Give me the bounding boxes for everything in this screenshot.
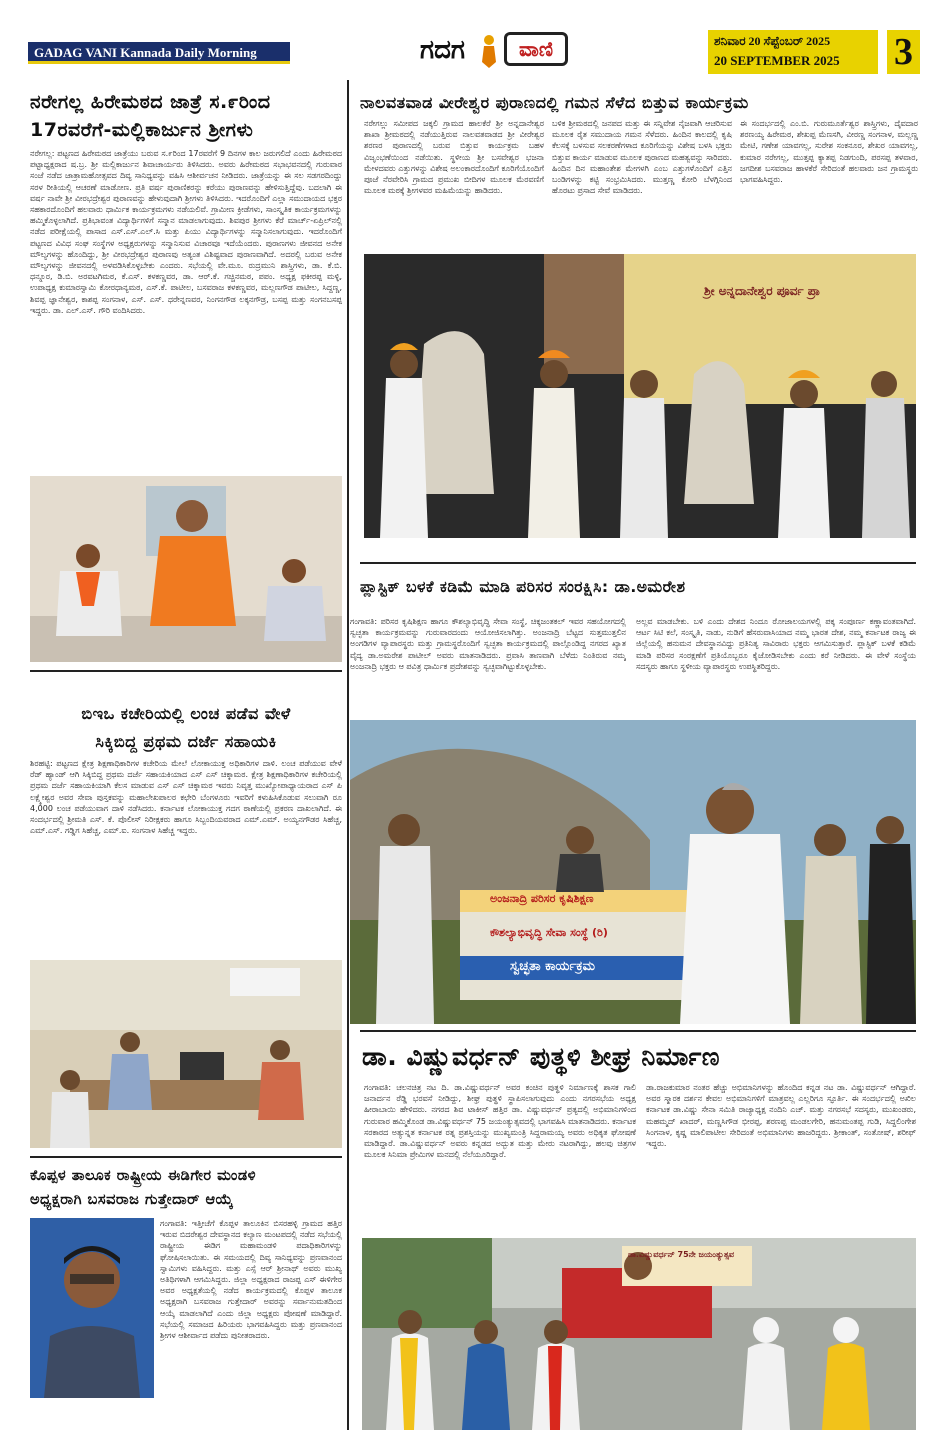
issue-date: [708, 30, 878, 74]
koppal-headline-line2: ಅಧ್ಯಕ್ಷರಾಗಿ ಬಸವರಾಜ ಗುತ್ತೇದಾರ್ ಆಯ್ಕೆ: [30, 1192, 234, 1208]
statue-banner-text: ಡಾ.ವಿಷ್ಣುವರ್ಧನ್ 75ನೇ ಜಯಂತ್ಯುತ್ಸವ: [628, 1250, 735, 1259]
bribe-headline-line1: ಬಿಇಒ ಕಚೇರಿಯಲ್ಲಿ ಲಂಚ ಪಡೆವ ವೇಳೆ: [81, 704, 291, 723]
basavaraj-portrait-photo: [30, 1218, 154, 1398]
naregal-headline-line2: 17ರವರೆಗೆ-ಮಲ್ಲಿಕಾರ್ಜುನ ಶ್ರೀಗಳು: [30, 119, 254, 141]
bribe-headline: [30, 700, 342, 756]
page-number: 3: [884, 30, 920, 74]
vishnuvardhan-headline: ಡಾ. ವಿಷ್ಣುವರ್ಧನ್ ಪುತ್ಥಳಿ ಶೀಘ್ರ ನಿರ್ಮಾಣ: [362, 1042, 721, 1071]
nalavatavad-col2: ಬಳಿಕ ಶ್ರೀಮಠದಲ್ಲಿ ಜನಪದ ಮತ್ತು ಈ ಸನ್ನಿವೇಶ ನೈಜವಾಗಿ ಆಚರಿಸುವ ಮೂಲಕ ರೈತ ಸಮುದಾಯ ಗಮನ ಸೆಳೆದರು. ಹಿಂದಿನ ಕಾಲದಲ್ಲಿ ಕೃಷಿ ಕೆಲಸಕ್ಕೆ ಬಳಸುವ ಸಲಕರಣೆಗಳಾದ ಕೂರಿಗೆಯನ್ನು ವಿಶೇಷ ಬಳಸಿ ಭಕ್ತರು ಬಿತ್ತುವ ಕಾರ್ಯ ಮಾಡುವ ಮೂಲಕ ಪುರಾಣದ ಮಹತ್ವವನ್ನು ಸಾರಿದರು. ಹಿಂದಿನ ದಿನ ಮಹಾಂತೇಶ ಮೇಗಳಗಿ ಎಂಬ ಎತ್ತುಗಳೊಂದಿಗೆ ಎತ್ತಿನ ಬಂಡಿಗಳನ್ನು ಕಟ್ಟಿ ಸಂಭ್ರಮಿಸಿದರು. ಮುತ್ತಣ್ಣ ಕೋರಿ ಬೆಳಗ್ಗಿನಿಂದ ಹೊರಟು ಪ್ರಸಾದ ಸೇವೆ ಮಾಡಿದರು.: [552, 119, 732, 196]
naregal-body: ನರೇಗಲ್ಲ: ಪಟ್ಟಣದ ಹಿರೇಮಠದ ಜಾತ್ರೆಯು ಬರುವ ಸ.೯ರಿಂದ 17ರವರೆಗೆ 9 ದಿನಗಳ ಕಾಲ ಜರುಗಲಿದೆ ಎಂದು ಹಿರೇಮಠದ ಪಟ್ಟಾಧ್ಯಕ್ಷರಾದ ಷ.ಬ್ರ. ಶ್ರೀ ಮಲ್ಲಿಕಾರ್ಜುನ ಶಿವಾಚಾರ್ಯರು ತಿಳಿಸಿದರು. ಅವರು ಹಿರೇಮಠದ ಸಭಾಭವನದಲ್ಲಿ ಗುರುವಾರ ಸಂಜೆ ನಡೆದ ಜಾತ್ರಾಮಹೋತ್ಸವದ ದಿವ್ಯ ಸಾನಿಧ್ಯವನ್ನು ವಹಿಸಿ ಆಶೀರ್ವಚನ ನೀಡಿದರು. ಜಾತ್ರೆಯನ್ನು ಈ ಸಲ ಸಡಗರದಿಂದ್ದು ಸರಳ ರೀತಿಯಲ್ಲಿ ಆಚರಣೆ ಮಾಡೋಣ. ಪ್ರತಿ ವರ್ಷ ಪುರಾಣಿಕರನ್ನು ಕರೆಯು ಪುರಾಣವನ್ನು ಹೇಳಿಸುತ್ತಿದ್ದೆವು. ಬದಲಾಗಿ ಈ ವರ್ಷ ನಾವೇ ಶ್ರೀ ವೀರಭದ್ರೇಶ್ವರ ಪುರಾಣವನ್ನು ಹೇಳುವುದಾಗಿ ಶ್ರೀಗಳು ತಿಳಿಸಿದರು. ಇದರೊಂದಿಗೆ ಎಲ್ಲಾ ಸಮುದಾಯದ ಭಕ್ತರ ಸಹಕಾರದೊಂದಿಗೆ ಹಲವಾರು ಧಾರ್ಮಿಕ ಕಾರ್ಯಕ್ರಮಗಳು ನಡೆಯಲಿವೆ. ಗ್ರಾಮೀಣ ಕ್ರೀಡೆಗಳು, ಸಾಂಸ್ಕೃತಿಕ ಕಾರ್ಯಕ್ರಮಗಳನ್ನು ಹಮ್ಮಿಕೊಳ್ಳಲಾಗಿದೆ. ಪ್ರತಿಭಾವಂತ ವಿದ್ಯಾರ್ಥಿಗಳಿಗೆ ಸನ್ಮಾನ ಮಾಡಲಾಗುವುದು. ಶಿವಪುರ ಶ್ರೀಗಳು ಕೆರೆ ಮಾರ್ಚ್-ಏಪ್ರಿಲ್‌ನಲ್ಲಿ ನಡೆದ ಪರೀಕ್ಷೆಯಲ್ಲಿ ಪಾಸಾದ ಎಸ್.ಎಸ್.ಎಲ್.ಸಿ ಮತ್ತು ಪಿಯು ವಿದ್ಯಾರ್ಥಿಗಳನ್ನು ಸನ್ಮಾನಿಸಲಾಗುವುದು. ಇದರೊಂದಿಗೆ ಪಟ್ಟಣದ ವಿವಿಧ ಸಂಘ ಸಂಸ್ಥೆಗಳ ಅಧ್ಯಕ್ಷರುಗಳನ್ನು ಸನ್ಮಾನಿಸುವ ವಿಚಾರವೂ ಇದೆಯೆಂದರು. ಪುರಾಣಗಳು ಜೀವನದ ಅನೇಕ ಮೌಲ್ಯಗಳನ್ನು ಹೊಂದಿದ್ದು, ಶ್ರೀ ವೀರಭದ್ರೇಶ್ವರ ಪುರಾಣವು ಅತ್ಯಂತ ವಿಶಿಷ್ಟವಾದ ಪುರಾಣವಾಗಿದೆ. ಅದರಲ್ಲಿ ಬರುವ ಅನೇಕ ಮೌಲ್ಯಗಳನ್ನು ಜೀವನದಲ್ಲಿ ಅಳವಡಿಸಿಕೊಳ್ಳಬೇಕು ಎಂದರು. ಸಭೆಯಲ್ಲಿ ವೇ.ಮೂ. ರುದ್ರಮುನಿ ಶಾಸ್ತ್ರಿಗಳು, ಡಾ. ಕೆ.ಬಿ. ಧನ್ನೂರ, ಡಿ.ಬಿ. ಅರವಟಗಿಮಠ, ಕೆ.ಎಸ್. ಕಳಕಣ್ಣವರ, ಡಾ. ಆರ್.ಕೆ. ಗಚ್ಚಿನಮಠ, ಪಪಂ. ಅಧ್ಯಕ್ಷ ಫಕೀರಪ್ಪ ಮಳ್ಳಿ, ಉಪಾಧ್ಯಕ್ಷ ಕುಮಾರಸ್ವಾಮಿ ಕೋರಧಾನ್ಯಮಠ, ಎಸ್.ಕೆ. ಪಾಟೀಲ, ಬಸವರಾಜ ಕಳಕಣ್ಣವರ, ಮಲ್ಲಣಗೌಡ ಪಾಟೀಲ, ಸಿದ್ದಣ್ಣ, ಶಿವಪ್ಪ ಜ್ಞಾನೇಶ್ವರ, ಕಾಶಪ್ಪ ಸಂಗನಾಳ, ಎಸ್. ಎಸ್. ಧರೇನ್ನಣವರ, ನಿಂಗನಗೌಡ ಲಕ್ಕನಗೌಡ್ರ, ಬಸಪ್ಪ ಮತ್ತು ಸಂಗನಬಸಪ್ಪ ಇದ್ದರು. ಡಾ. ಎಲ್.ಎಸ್. ಗೌರಿ ವಂದಿಸಿದರು.: [30, 149, 342, 315]
gadag-vani-logo: [420, 30, 570, 74]
naregal-headline: [30, 88, 342, 144]
koppal-body: ಗಂಗಾವತಿ: ಇತ್ತೀಚೆಗೆ ಕೊಪ್ಪಳ ತಾಲೂಕಿನ ಬಿಸರಹಳ್ಳಿ ಗ್ರಾಮದ ಹತ್ತಿರ ಇರುವ ಬಿದರೇಶ್ವರ ದೇವಸ್ಥಾನದ ಕಲ್ಯಾಣ ಮಂಟಪದಲ್ಲಿ ನಡೆದ ಸಭೆಯಲ್ಲಿ ರಾಷ್ಟ್ರೀಯ ಈಡಿಗ ಮಹಾಮಂಡಳಿ ಪದಾಧಿಕಾರಿಗಳನ್ನು ಘೋಷಿಸಲಾಯಿತು. ಈ ಸಮಯದಲ್ಲಿ ದಿವ್ಯ ಸಾನಿಧ್ಯವನ್ನು ಪ್ರಣವಾನಂದ ಸ್ವಾಮಿಗಳು ವಹಿಸಿದ್ದರು. ಮತ್ತು ಎಸ್ಸೆ ಆರ್ ಶ್ರೀನಾಥ್ ಅವರು ಮುಖ್ಯ ಅತಿಥಿಗಳಾಗಿ ಆಗಮಿಸಿದ್ದರು. ಜಿಲ್ಲಾ ಅಧ್ಯಕ್ಷರಾದ ರಾಜಪ್ಪ ಎಸ್ ಈಳಿಗೇರ ಅವರ ಅಧ್ಯಕ್ಷತೆಯಲ್ಲಿ ನಡೆದ ಕಾರ್ಯಕ್ರಮದಲ್ಲಿ ಕೊಪ್ಪಳ ತಾಲೂಕ ಅಧ್ಯಕ್ಷರಾಗಿ ಬಸವರಾಜ ಗುತ್ತೇದಾರ್ ಅವರನ್ನು ಸರ್ವಾನುಮತದಿಂದ ಆಯ್ಕೆ ಮಾಡಲಾಗಿದೆ ಎಂದು ಜಿಲ್ಲಾ ಅಧ್ಯಕ್ಷರು ಪೋಷಣೆ ಮಾಡಿದ್ದಾರೆ. ಸಭೆಯಲ್ಲಿ ಸಮಾಜದ ಹಿರಿಯರು ಭಾಗವಹಿಸಿದ್ದರು ಮತ್ತು ಪ್ರಣವಾನಂದ ಶ್ರೀಗಳ ಆಶೀರ್ವಾದ ಪಡೆದು ಪುನೀತರಾದರು.: [160, 1219, 342, 1341]
banner-title: ಅಂಜನಾದ್ರಿ ಪರಿಸರ ಕೃಷಿಶಿಕ್ಷಣ: [490, 892, 594, 905]
vishnuvardhan-col2: ಡಾ.ರಾಜಕುಮಾರ ನಂತರ ಹೆಚ್ಚು ಅಭಿಮಾನಿಗಳನ್ನು ಹೊಂದಿದ ಕನ್ನಡ ನಟ ಡಾ. ವಿಷ್ಣುವರ್ಧನ್ ಆಗಿದ್ದಾರೆ. ಅವರ ಸ್ಮಾರಕ ದರ್ಶನ ಕೇವಲ ಅಭಿಮಾನಿಗಳಿಗೆ ಮಾತ್ರವಲ್ಲ ಎಲ್ಲರಿಗೂ ಸ್ಫೂರ್ತಿ. ಈ ಸಂದರ್ಭದಲ್ಲಿ ಅಖಿಲ ಕರ್ನಾಟಕ ಡಾ.ವಿಷ್ಣು ಸೇನಾ ಸಮಿತಿ ರಾಜ್ಯಾಧ್ಯಕ್ಷ ನಂದಿನಿ ಎಚ್. ಮತ್ತು ನಗರಸಭೆ ಸದಸ್ಯರು, ಮುಖಂಡರು, ಮಹಮ್ಮದ್ ಖಾದರ್, ಮಣ್ಣಸಿಗೌಡ ಭೀರಪ್ಪ, ಶರಣಪ್ಪ ಮಂಡಲಗೇರಿ, ಹನುಮಂತಪ್ಪ ಗುಡಿ, ಸಿದ್ದಲಿಂಗೇಶ ಸಿಂಗನಾಳ, ಕೃಷ್ಣ ಮಾಲಿಪಾಟೀಲ ಸೇರಿದಂತೆ ಅಭಿಮಾನಿಗಳು ಹಾಜರಿದ್ದರು. ಶ್ರೀಕಾಂತ್, ಸಂತೋಷ್, ಶರೀಫ್ ಇದ್ದರು.: [646, 1083, 916, 1149]
nalavatavad-col3: ಈ ಸಂದರ್ಭದಲ್ಲಿ ಎಂ.ಬಿ. ಗುರುಮೂರ್ತೆಶ್ವರ ಶಾಸ್ತ್ರಿಗಳು, ದೈವದಾರ ಶರಣಯ್ಯ ಹಿರೇಮಠ, ಶೇಖಪ್ಪ ಮೆಣಸಗಿ, ವೀರಣ್ಣ ಸಂಗನಾಳ, ಮಲ್ಲಣ್ಣ ಮೇಟಿ, ಗಣೇಶ ಯಾವಗಲ್ಲ, ಸುರೇಶ ಸಂಕನೂರ, ಶೇಖರ ಯಾವಗಲ್ಲ, ಕುಮಾರ ನರೇಗಲ್ಲ, ಮುತ್ತಪ್ಪ ಕ್ಯಾತಪ್ಪ ನಿಡಗುಂದಿ, ಪರಸಪ್ಪ ತಳವಾರ, ಜಗದೀಶ ಬಸವರಾಜ ಹಾಳಕೆರೆ ಸೇರಿದಂತೆ ಹಲವಾರು ಜನ ಗ್ರಾಮಸ್ಥರು ಭಾಗವಹಿಸಿದ್ದರು.: [740, 119, 918, 185]
logo-text-gadag: ಗದಗ: [420, 35, 465, 65]
nalavatavad-headline: ನಾಲವತವಾಡ ವೀರೇಶ್ವರ ಪುರಾಣದಲ್ಲಿ ಗಮನ ಸೆಳೆದ ಬಿತ್ತುವ ಕಾರ್ಯಕ್ರಮ: [360, 93, 749, 112]
section-divider: [30, 1156, 342, 1158]
building-sign: ಶ್ರೀ ಅನ್ನದಾನೇಶ್ವರ ಪೂರ್ವ ಪ್ರಾ: [704, 284, 821, 298]
bribe-body: ಶಿರಹಟ್ಟಿ: ಪಟ್ಟಣದ ಕ್ಷೇತ್ರ ಶಿಕ್ಷಣಾಧಿಕಾರಿಗಳ ಕಚೇರಿಯ ಮೇಲೆ ಲೋಕಾಯುಕ್ತ ಅಧಿಕಾರಿಗಳ ದಾಳಿ. ಲಂಚ ಪಡೆಯುವ ವೇಳೆ ರೆಡ್ ಹ್ಯಾಂಡ್ ಆಗಿ ಸಿಕ್ಕಿಬಿದ್ದ ಪ್ರಥಮ ದರ್ಜೆ ಸಹಾಯಕಿಯಾದ ಎಸ್ ಎಸ್ ಚಿಕ್ಕಾಮಠ. ಕ್ಷೇತ್ರ ಶಿಕ್ಷಣಾಧಿಕಾರಿಗಳ ಕಚೇರಿಯಲ್ಲಿ ಪ್ರಥಮ ದರ್ಜೆ ಸಹಾಯಕಿಯಾಗಿ ಕೆಲಸ ಮಾಡುವ ಎಸ್ ಎಸ್ ಚಿಕ್ಕಾಮಠ ಇವರು ನಿವೃತ್ತ ಮುಖ್ಯೋಪಾಧ್ಯಾಯರಾದ ಎಸ್ ಪಿ ಲಕ್ಷ್ಮೇಶ್ವರ ಅವರ ಸೇವಾ ಪುಸ್ತಕವನ್ನು ಮಹಾಲೇಖಪಾಲರ ಕಛೇರಿ ಬೆಂಗಳೂರು ಇವರಿಗೆ ಕಳುಹಿಸಿಕೊಡುವ ಸಲುವಾಗಿ ರೂ 4,000 ಲಂಚ ಪಡೆಯುವಾಗ ದಾಳಿ ನಡೆಸಿದರು. ಕರ್ನಾಟಕ ಲೋಕಾಯುಕ್ತ ಗದಗ ಠಾಣೆಯಲ್ಲಿ ಪ್ರಕರಣ ದಾಖಲಾಗಿದೆ. ಈ ಸಂದರ್ಭದಲ್ಲಿ ಶ್ರೀಮತಿ ಎಸ್. ಕೆ. ಪೊಲೀಸ್ ನಿರೀಕ್ಷಕರು ಹಾಗೂ ಸಿಬ್ಬಂದಿಯವರಾದ ಎಮ್.ಎಮ್. ಅಯ್ಯನಗೌಡರ ಸಿಹೆಚ್ಚ, ಎಮ್.ಎಸ್. ಗಡ್ಡಿಗ ಸಿಹೆಚ್ಚ, ಎಮ್.ಐ. ಸಂಗನಾಳ ಸಿಹೆಚ್ಚ ಇದ್ದರು.: [30, 759, 342, 836]
column-divider: [347, 80, 349, 1430]
section-divider: [360, 562, 916, 564]
banner-program: ಸ್ವಚ್ಛತಾ ಕಾರ್ಯಕ್ರಮ: [510, 959, 595, 974]
bribe-headline-line2: ಸಿಕ್ಕಿಬಿದ್ದ ಪ್ರಥಮ ದರ್ಜೆ ಸಹಾಯಕಿ: [95, 732, 277, 751]
section-divider: [360, 1030, 916, 1032]
masthead: [28, 30, 920, 76]
banner-subtitle: ಕೌಶಲ್ಯಾಭಿವೃದ್ಧಿ ಸೇವಾ ಸಂಸ್ಥೆ (ರಿ): [490, 926, 608, 939]
logo-text-vani: ವಾಣಿ: [504, 32, 568, 66]
swamiji-meeting-photo: [30, 476, 342, 662]
date-kannada: ಶನಿವಾರ 20 ಸೆಪ್ಟೆಂಬರ್ 2025: [714, 34, 831, 48]
cleanliness-drive-banner-photo: [350, 720, 916, 1024]
vishnuvardhan-tribute-photo: [362, 1238, 916, 1430]
plastic-col1: ಗಂಗಾವತಿ: ಪರಿಸರ ಕೃಷಿಶಿಕ್ಷಣ ಹಾಗೂ ಕೌಶಲ್ಯಾಭಿವೃದ್ಧಿ ಸೇವಾ ಸಂಸ್ಥೆ, ಚಿಕ್ಕಜಂತಕಲ್ ಇವರ ಸಹಯೋಗದಲ್ಲಿ ಸ್ವಚ್ಛತಾ ಕಾರ್ಯಕ್ರಮವನ್ನು ಗುರುವಾರದಂದು ಆಯೋಜಿಸಲಾಗಿತ್ತು. ಅಂಜನಾದ್ರಿ ಬೆಟ್ಟದ ಸುತ್ತಮುತ್ತಲಿನ ಅಂಗಡಿಗಳ ವ್ಯಾಪಾರಸ್ಥರು ಮತ್ತು ಗ್ರಾಮಸ್ಥರೊಂದಿಗೆ ಸ್ವಚ್ಛತಾ ಕಾರ್ಯಕ್ರಮದಲ್ಲಿ ಪಾಲ್ಗೊಂಡಿದ್ದ ನಗರದ ಖ್ಯಾತ ವೈದ್ಯ ಡಾ.ಅಮರೇಶ ಪಾಟೀಲ್ ಅವರು ಮಾತನಾಡಿದರು. ಪ್ರವಾಸಿ ತಾಣವಾಗಿ ಬೆಳೆದು ನಿಂತಿರುವ ನಮ್ಮ ಅಂಜನಾದ್ರಿ ಭಕ್ತರು ಆ ಪವಿತ್ರ ಧಾರ್ಮಿಕ ಪ್ರದೇಶವನ್ನು ಸ್ವಚ್ಛವಾಗಿಟ್ಟುಕೊಳ್ಳಬೇಕು.: [350, 617, 626, 671]
koppal-headline-line1: ಕೊಪ್ಪಳ ತಾಲೂಕ ರಾಷ್ಟ್ರೀಯ ಈಡಿಗೇರ ಮಂಡಳಿ: [30, 1168, 256, 1184]
date-english: 20 SEPTEMBER 2025: [714, 53, 840, 68]
naregal-headline-line1: ನರೇಗಲ್ಲ ಹಿರೇಮಠದ ಜಾತ್ರೆ ಸ.೯ರಿಂದ: [30, 91, 271, 113]
section-divider: [30, 670, 342, 672]
koppal-headline: [30, 1164, 342, 1212]
lokayukta-raid-office-photo: [30, 960, 342, 1148]
bullock-procession-photo: [364, 254, 916, 538]
paper-name: GADAG VANI Kannada Daily Morning: [28, 42, 290, 64]
plastic-col2: ಅಲ್ಲವ ಮಾಡಬೇಕು. ಬಳಿ ಎಂದು ದೇಶದ ನಿಂದೂ ರೋಜಾಲಯಗಳಲ್ಲಿ ಪಕ್ಕ ಸಂಪೂರ್ಣ ಕಣ್ಣಾವಂತವಾಗಿದೆ. ಆರ್ಟ ಸಿಟಿ ಕಲೆ, ಸಂಸ್ಕೃತಿ, ನಾಡು, ನುಡಿಗೆ ಹೆಸರುವಾಸಿಯಾದ ನಮ್ಮ ಭಾರತ ದೇಶ, ನಮ್ಮ ಕರ್ನಾಟಕ ರಾಜ್ಯ ಈ ಜಿಲ್ಲೆಯಲ್ಲಿ ಹನುಮನ ದೇವಸ್ಥಾನವಿದ್ದು ಪ್ರತಿನಿತ್ಯ ಸಾವಿರಾರು ಭಕ್ತರು ಆಗಮಿಸುತ್ತಾರೆ. ಪ್ಲಾಸ್ಟಿಕ್ ಬಳಕೆ ಕಡಿಮೆ ಮಾಡಿ ಪರಿಸರ ಸಂರಕ್ಷಣೆಗೆ ಪ್ರತಿಯೊಬ್ಬರೂ ಕೈಜೋಡಿಸಬೇಕು ಎಂದು ಕರೆ ನೀಡಿದರು. ಈ ವೇಳೆ ಸಂಸ್ಥೆಯ ಸದಸ್ಯರು ಹಾಗೂ ಸ್ಥಳೀಯ ವ್ಯಾಪಾರಸ್ಥರು ಉಪಸ್ಥಿತರಿದ್ದರು.: [636, 617, 916, 671]
logo-figure-icon: [478, 32, 500, 70]
nalavatavad-col1: ನರೇಗಲ್ಲು ಸಮೀಪದ ಜಕ್ಕಲಿ ಗ್ರಾಮದ ಹಾಲಕೆರೆ ಶ್ರೀ ಅನ್ನದಾನೇಶ್ವರ ಶಾಖಾ ಶ್ರೀಮಠದಲ್ಲಿ ನಡೆಯುತ್ತಿರುವ ನಾಲವತವಾಡದ ಶ್ರೀ ವೀರೇಶ್ವರ ಶರಣರ ಪುರಾಣದಲ್ಲಿ ಬರುವ ಬಿತ್ತುವ ಕಾರ್ಯಕ್ರಮ ಬಹಳ ವಿಜೃಂಭಣೆಯಿಂದ ನಡೆಯಿತು. ಸ್ಥಳೀಯ ಶ್ರೀ ಬಸವೇಶ್ವರ ಭಜನಾ ಮೇಳದವರು ಎತ್ತುಗಳನ್ನು ವಿಶೇಷ ಅಲಂಕಾರದೊಂದಿಗೆ ಕೂರಿಗೆಯೊಂದಿಗೆ ಪೂಜೆ ನೆರವೇರಿಸಿ ಗ್ರಾಮದ ಪ್ರಮುಖ ಬೀದಿಗಳ ಮೂಲಕ ಮೆರವಣಿಗೆ ಮೂಲಕ ಮಠಕ್ಕೆ ಶ್ರೀಗಳವರ ಮಹಿಮೆಯನ್ನು ಹಾಡಿದರು.: [364, 119, 544, 196]
vishnuvardhan-col1: ಗಂಗಾವತಿ: ಚಲನಚಿತ್ರ ನಟ ದಿ. ಡಾ.ವಿಷ್ಣುವರ್ಧನ್ ಅವರ ಕಂಚಿನ ಪುತ್ಥಳಿ ನಿರ್ಮಾಣಕ್ಕೆ ಶಾಸಕ ಗಾಲಿ ಜನಾರ್ದನ ರೆಡ್ಡಿ ಭರವಸೆ ನೀಡಿದ್ದು, ಶೀಘ್ರ ಪುತ್ಥಳಿ ಸ್ಥಾಪಿಸಲಾಗುವುದು ಎಂದು ನಗರಸಭೆಯ ಅಧ್ಯಕ್ಷ ಹೀರಾಬಾಯಿ ಹೇಳಿದರು. ನಗರದ ಶಿವ ಟಾಕೀಸ್ ಹತ್ತಿರ ಡಾ. ವಿಷ್ಣುವರ್ಧನ್ ಪ್ರತ್ಯದಲ್ಲಿ ಅಭಿಮಾನಿಗಳಿಂದ ಗುರುವಾರ ಹಮ್ಮಿಕೊಂಡ ಡಾ.ವಿಷ್ಣುವರ್ಧನ್ 75 ಜಯಂತ್ಯುತ್ಸವದಲ್ಲಿ ಭಾಗವಹಿಸಿ ಮಾತನಾಡಿದರು. ಕರ್ನಾಟಕ ಸರಕಾರದ ಅತ್ಯುನ್ನತ ಕರ್ನಾಟಕ ರತ್ನ ಪ್ರಶಸ್ತಿಯನ್ನು ಮುಖ್ಯಮಂತ್ರಿ ಸಿದ್ದರಾಮಯ್ಯ ಅವರು ಅಧಿಕೃತ ಘೋಷಣೆ ಮಾಡಿದ್ದಾರೆ. ಡಾ.ವಿಷ್ಣುವರ್ಧನ್ ಅವರು ಕನ್ನಡದ ಅದ್ಭುತ ಮತ್ತು ಮೇರು ನಟರಾಗಿದ್ದು, ಹಲವು ಚಿತ್ರಗಳ ಮೂಲಕ ಸಿನಿಮಾ ಪ್ರೇಮಿಗಳ ಮನದಲ್ಲಿ ನೆಲೆಯೂರಿದ್ದಾರೆ.: [364, 1083, 636, 1160]
plastic-headline: ಪ್ಲಾಸ್ಟಿಕ್ ಬಳಕೆ ಕಡಿಮೆ ಮಾಡಿ ಪರಿಸರ ಸಂರಕ್ಷಿಸಿ: ಡಾ.ಅಮರೇಶ: [360, 578, 686, 596]
